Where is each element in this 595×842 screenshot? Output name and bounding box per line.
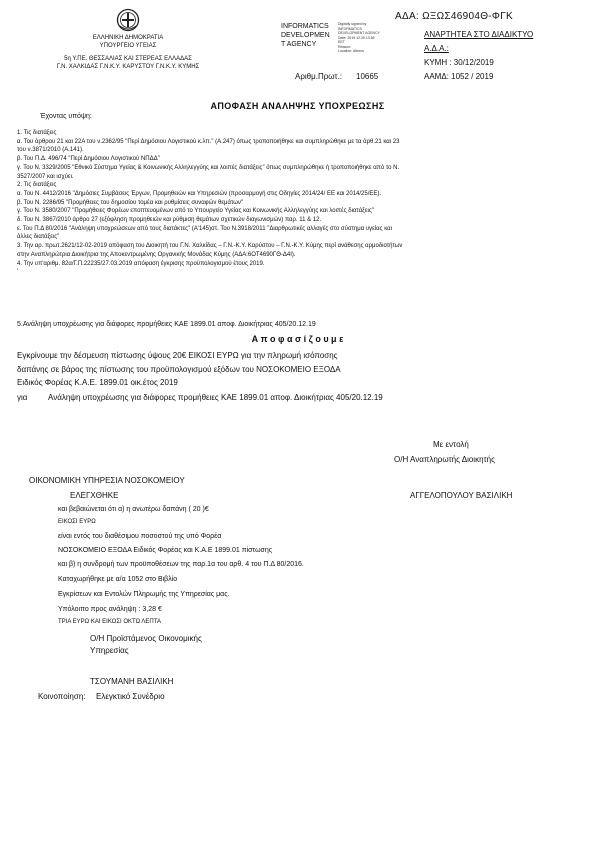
- gia-text: Ανάληψη υποχρέωσης για διάφορες προμήθειες ΚΑΕ 1899.01 αποφ. Διοικήτριας 405/20.12.19: [48, 393, 383, 402]
- koinopoiisi-label: Κοινοποίηση:: [38, 692, 86, 701]
- digital-signature-stamp: Digitally signed by INFORMATICS DEVELOPMENT AGENCY Date: 2019.12.30 13:55 EET Reason: Location: Athens: [338, 22, 380, 53]
- finance-line1-words: ΕΙΚΟΣΙ ΕΥΡΩ: [58, 519, 96, 525]
- finance-line6: Εγκρίσεων και Εντολών Πληρωμής της Υπηρεσίας μας.: [58, 591, 230, 598]
- list-item: του ν.3871/2010 (Α.141).: [17, 147, 84, 154]
- finance-head-title2: Υπηρεσίας: [90, 646, 129, 655]
- list-item: β. Του Ν. 2286/95 "Προμήθειες του δημοσίου τομέα και ρυθμίσεις συναφών θεμάτων": [17, 199, 244, 206]
- kymi-date: ΚΥΜΗ : 30/12/2019: [424, 58, 494, 67]
- list-item: 4. Την υπ'αριθμ. 82α/Γ.Π.22235/27.03.2019 απόφαση έγκρισης προϋπολογισμού έτους 2019.: [17, 260, 265, 267]
- list-item: 2. Τις διατάξεις: [17, 182, 57, 189]
- finance-line4: και β) η συνδρομή των προϋποθέσεων της παρ.1α του αρθ. 4 του Π.Δ 80/2016.: [58, 561, 304, 568]
- list-item: ε. Του Π.Δ 80/2016 "Ανάληψη υποχρεώσεων από τους διατάκτες" (Α'145)στ. Του Ν.3918/2011 "Διαρθρωτικές αλλαγές στο σύστημα υγείας και: [17, 225, 392, 232]
- finance-head-name: ΤΣΟΥΜΑΝΗ ΒΑΣΙΛΙΚΗ: [90, 677, 174, 686]
- list-item: 3527/2007 και ισχύει.: [17, 173, 74, 180]
- list-item: β. Του Π.Δ. 496/74 "Περί Δημόσιου Λογιστικού ΝΠΔΔ": [17, 156, 160, 163]
- remaining-balance-words: ΤΡΙΑ ΕΥΡΩ ΚΑΙ ΕΙΚΟΣΙ ΟΚΤΩ ΛΕΠΤΑ: [58, 619, 161, 625]
- item-5: 5.Ανάληψη υποχρέωσης για διάφορες προμήθειες ΚΑΕ 1899.01 αποφ. Διοικήτριας 405/20.12.19: [17, 321, 316, 328]
- finance-heading: ΟΙΚΟΝΟΜΙΚΗ ΥΠΗΡΕΣΙΑ ΝΟΣΟΚΟΜΕΙΟΥ: [29, 476, 185, 485]
- finance-line3: ΝΟΣΟΚΟΜΕΙΟ ΕΞΟΔΑ Ειδικός Φορέας και Κ.Α.Ε 1899.01 πίστωσης: [58, 547, 273, 554]
- list-item: γ. Του Ν. 3580/2007 "Προμήθειες Φορέων εποπτευομένων από το Υπουργείο Υγείας και Κοινωνικής Αλληλεγγύης και λοιπές διατάξεις": [17, 208, 374, 215]
- list-item: α. Του άρθρου 21 και 22Α του ν.2362/95 "Περί Δημόσιου Λογιστικού κ.λπ." (Α.247) όπως τροποποιήθηκε και συμπληρώθηκε με τα άρθ.21 και 23: [17, 138, 400, 145]
- signature-role: Ο/Η Αναπληρωτής Διοικητής: [394, 455, 495, 464]
- list-item: 3. Την αρ. πρωτ.2621/12-02-2019 απόφαση του Διοικητή του Γ.Ν. Χαλκίδας – Γ.Ν.-Κ.Υ. Καρύστου – Γ.Ν.-Κ.Υ. Κύμης περί ανάθεσης αρμοδιοτήτων: [17, 243, 403, 250]
- header-left-line1: ΕΛΛΗΝΙΚΗ ΔΗΜΟΚΡΑΤΙΑ: [92, 35, 164, 41]
- protocol-number: 10665: [356, 72, 379, 81]
- decision-text: Εγκρίνουμε την δέσμευση πίστωσης ύψους 20€ ΕΙΚΟΣΙ ΕΥΡΩ για την πληρωμή ισόποσης δαπάνης σε βάρος της πίστωσης του προϋπολογισμού εξόδων του ΝΟΣΟΚΟΜΕΙΟ ΕΞΟΔΑ Ειδικός Φορέας Κ.Α.Ε. 1899.01 οικ.έτος 2019: [17, 351, 341, 387]
- header-left-line4: Γ.Ν. ΧΑΛΚΙΔΑΣ Γ.Ν.Κ.Υ. ΚΑΡΥΣΤΟΥ Γ.Ν.Κ.Υ. ΚΥΜΗΣ: [56, 64, 200, 70]
- koinopoiisi-value: Ελεγκτικό Συνέδριο: [96, 692, 165, 701]
- ada-label: Α.Δ.Α.:: [424, 44, 449, 53]
- finance-line2: είναι εντός του διαθέσιμου ποσοστού της υπό Φορέα: [58, 533, 222, 540]
- signature-mandate: Με εντολή: [433, 440, 469, 449]
- list-item: στην Αναπληρώτρια Διοικήτρια της Αποκεντρωμένης Οργανικής Μονάδας Κύμης (ΑΔΑ:6ΟΤ4690ΓΘ-Δ4Ι).: [17, 251, 296, 258]
- finance-head-title: Ο/Η Προϊστάμενος Οικονομικής: [90, 634, 202, 643]
- list-item: 1. Τις διατάξεις: [17, 130, 57, 136]
- greek-emblem-icon: [116, 8, 140, 32]
- remaining-balance: Υπόλοιπο προς ανάληψη : 3,28 €: [58, 606, 162, 613]
- list-item: γ. Του Ν. 3329/2005 "Εθνικό Σύστημα Υγείας & Κοινωνικής Αλληλεγγύης και λοιπές διατάξεις" όπως συμπληρώθηκε ή τροποποιήθηκε από το Ν.: [17, 164, 400, 171]
- list-item: δ. Του Ν. 3867/2010 άρθρο 27 (εξόφληση προμηθειών και ρύθμιση θεμάτων σχετικών διαγωνισμών) παρ. 11 & 12.: [17, 217, 322, 224]
- considerations-list: [17, 129, 402, 277]
- list-item: α. Του Ν. 4412/2016 "Δημόσιες Συμβάσεις Έργων, Προμηθειών και Υπηρεσιών (προσαρμογή στις Οδηγίες 2014/24/ ΕΕ και 2014/25/ΕΕ).: [17, 190, 382, 197]
- finance-line5: Καταχωρήθηκε με α/α 1052 στο Βιβλίο: [58, 576, 178, 583]
- header-left-line2: ΥΠΟΥΡΓΕΙΟ ΥΓΕΙΑΣ: [99, 43, 157, 49]
- informatics-logo: INFORMATICS DEVELOPMEN T AGENCY: [281, 23, 330, 48]
- list-item: ': [17, 269, 19, 276]
- aamd-number: ΑΑΜΔ: 1052 / 2019: [424, 72, 494, 81]
- finance-checked: ΕΛΕΓΧΘΗΚΕ: [70, 491, 119, 500]
- signature-name: ΑΓΓΕΛΟΠΟΥΛΟΥ ΒΑΣΙΛΙΚΗ: [410, 491, 513, 500]
- decision-heading: Α π ο φ α σ ί ζ ο υ μ ε: [251, 334, 344, 344]
- gia-label: για: [17, 393, 28, 402]
- considerations-intro: Έχοντας υπόψη:: [40, 113, 92, 120]
- header-left-line3: 5η Υ.ΠΕ. ΘΕΣΣΑΛΙΑΣ ΚΑΙ ΣΤΕΡΕΑΣ ΕΛΛΑΔΑΣ: [64, 56, 192, 62]
- finance-line1: και βεβαιώνεται ότι α) η ανωτέρω δαπάνη ( 20 )€: [58, 506, 209, 513]
- ada-code: ΑΔΑ: ΩΞΩΣ46904Θ-ΦΓΚ: [395, 11, 513, 22]
- list-item: άλλες διατάξεις": [17, 234, 60, 241]
- page-title: ΑΠΟΦΑΣΗ ΑΝΑΛΗΨΗΣ ΥΠΟΧΡΕΩΣΗΣ: [210, 101, 385, 111]
- protocol-label: Αριθμ.Πρωτ.:: [295, 72, 343, 81]
- anartitea-label: ΑΝΑΡΤΗΤΕΑ ΣΤΟ ΔΙΑΔΙΚΤΥΟ: [424, 30, 534, 39]
